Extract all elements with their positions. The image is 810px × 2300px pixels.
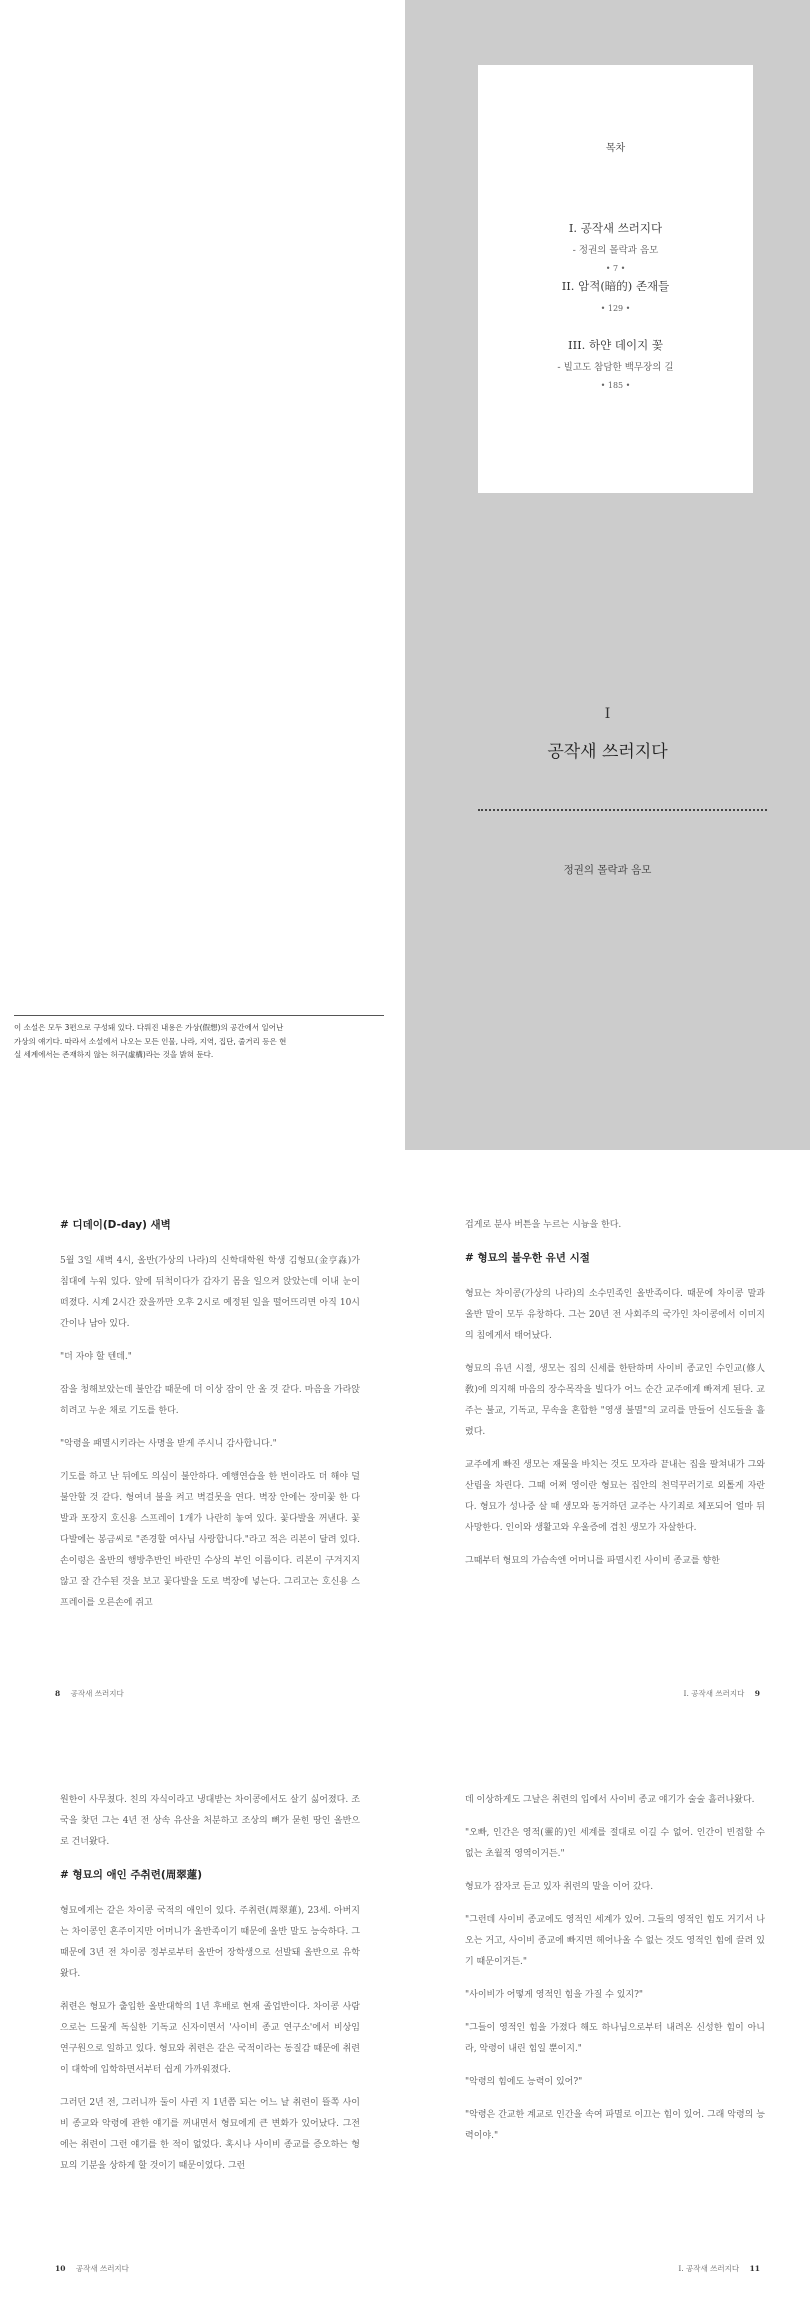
section-heading: # 형묘의 불우한 유년 시절 bbox=[465, 1252, 590, 1264]
spread-chapter-opener bbox=[0, 575, 810, 1150]
text-column bbox=[60, 1790, 360, 2189]
running-head: I. 공작새 쓰러지다 bbox=[678, 2264, 740, 2273]
blank-page bbox=[0, 0, 405, 575]
toc-entry[interactable] bbox=[478, 337, 753, 390]
notice-line: 이 소설은 모두 3편으로 구성돼 있다. 다뤄진 내용은 가상(假想)의 공간에서 일어난 bbox=[14, 1023, 284, 1032]
notice-line: 가상의 얘기다. 따라서 소설에서 나오는 모든 인물, 나라, 지역, 집단, 줄거리 등은 현 bbox=[14, 1036, 287, 1046]
text-column bbox=[60, 1215, 360, 1626]
author-notice bbox=[14, 1015, 384, 1062]
notice-line: 실 세계에서는 존재하지 않는 허구(虛構)라는 것을 밝혀 둔다. bbox=[14, 1050, 214, 1059]
toc-entry-title: I. 공작새 쓰러지다 bbox=[568, 221, 663, 235]
paragraph: 원한이 사무쳤다. 친의 자식이라고 냉대받는 차이콩에서도 살기 싫어졌다. 조국을 찾던 그는 4년 전 상속 유산을 처분하고 조상의 뼈가 묻힌 땅인 올반으로 건너왔다. bbox=[60, 1795, 360, 1847]
page-footer bbox=[676, 1688, 760, 1699]
page-footer bbox=[55, 2263, 137, 2274]
paragraph: 형묘가 잠자코 듣고 있자 취련의 말을 이어 갔다. bbox=[465, 1882, 654, 1892]
chapter-title: 공작새 쓰러지다 bbox=[547, 742, 668, 762]
page-8 bbox=[0, 1150, 405, 1725]
page-footer bbox=[670, 2263, 760, 2274]
paragraph: 형묘의 유년 시절, 생모는 집의 신세를 한탄하며 사이비 종교인 수인교(修人敎)에 의지해 마음의 장수목작을 빌다가 어느 순간 교주에게 빠져게 된다. 교주는 불교, 기독교, 무속을 혼합한 "영생 불멸"의 교리를 만들어 신도들을 흘렸다. bbox=[465, 1364, 765, 1437]
page-number: 11 bbox=[749, 2264, 760, 2273]
spread-pages-8-9 bbox=[0, 1150, 810, 1725]
toc-entry-page: • 185 • bbox=[600, 381, 631, 390]
dotted-divider bbox=[478, 809, 767, 811]
paragraph: "악령을 패멸시키라는 사명을 받게 주시니 감사합니다." bbox=[60, 1439, 277, 1449]
chapter-number: I bbox=[604, 706, 611, 722]
page-number: 10 bbox=[55, 2264, 66, 2273]
paragraph: 5월 3일 새벽 4시, 올반(가상의 나라)의 신학대학원 학생 김형묘(金亨淼)가 침대에 누워 있다. 앞에 뒤척이다가 갑자기 몸을 일으켜 앉았는데 이내 눈이 떠졌다. 시계 2시간 잤을까만 오후 2시로 예정된 일을 떨어뜨리면 아직 10시간이나 남아 있다. bbox=[60, 1256, 360, 1329]
paragraph: "악령의 힘에도 능력이 있어?" bbox=[465, 2077, 583, 2087]
running-head: 공작새 쓰러지다 bbox=[75, 2264, 129, 2273]
paragraph: 겁게로 분사 버튼을 누르는 시늉을 한다. bbox=[465, 1220, 622, 1230]
page-9 bbox=[405, 1150, 810, 1725]
toc-entry-page: • 7 • bbox=[605, 264, 626, 273]
page-10 bbox=[0, 1725, 405, 2300]
chapter-title-page bbox=[405, 575, 810, 1150]
notice-page bbox=[0, 575, 405, 1150]
section-heading: # 형묘의 애인 주취련(周翠蓮) bbox=[60, 1869, 203, 1881]
toc-page bbox=[405, 0, 810, 575]
toc-entry-subtitle: - 정권의 몰락과 음모 bbox=[572, 245, 659, 256]
paragraph: "사이비가 어떻게 영적인 힘을 가질 수 있지?" bbox=[465, 1990, 644, 2000]
chapter-subtitle: 정권의 몰락과 음모 bbox=[563, 864, 652, 876]
running-head: 공작새 쓰러지다 bbox=[70, 1689, 124, 1698]
paragraph: 교주에게 빠진 생모는 재물을 바치는 것도 모자라 끝내는 집을 팔쳐내가 그와 산림을 차린다. 그때 어쩌 영이란 형묘는 집안의 천덕꾸러기로 외톨게 자란다. 형묘가 성나중 살 때 생모와 동거하던 교주는 사기죄로 체포되어 얼마 뒤 사망한다. 인이와 생활고와 우울증에 겹친 생모가 자살한다. bbox=[465, 1460, 765, 1533]
paragraph: 그때부터 형묘의 가슴속엔 어머니를 파멸시킨 사이비 종교를 향한 bbox=[465, 1556, 720, 1566]
page-number: 8 bbox=[55, 1689, 61, 1698]
paragraph: "그들이 영적인 힘을 가졌다 해도 하나님으로부터 내려온 신성한 힘이 아니라, 악령이 내린 힘일 뿐이지." bbox=[465, 2023, 765, 2054]
paragraph: 기도를 하고 난 뒤에도 의심이 불안하다. 예행연습을 한 번이라도 더 해야 덜 불안할 것 같다. 형여녀 불을 켜고 벽걸못을 연다. 벽장 안에는 장미꽃 한 다발과 포장지 호신용 스프레이 1개가 나란히 놓여 있다. 꽃다발을 꺼낸다. 꽃다발에는 봉금씨로 "존경할 여사님 사랑합니다."라고 적은 리본이 달려 있다. 손이렁은 올반의 행방추반인 바란민 수상의 부인 이름이다. 리본이 구겨지지 않고 잘 간수된 것을 보고 꽃다발을 도로 벽장에 넣는다. 그리고는 호신용 스프레이를 오른손에 쥐고 bbox=[60, 1472, 360, 1608]
paragraph: "악령은 간교한 계교로 인간을 속여 파멸로 이끄는 힘이 있어. 그래 악령의 능력이야." bbox=[465, 2110, 765, 2141]
paragraph: 형묘는 차이콩(가상의 나라)의 소수민족인 올반족이다. 때문에 차이콩 말과 올반 말이 모두 유창하다. 그는 20년 전 사회주의 국가인 차이콩에서 이미지의 침에게서 태어났다. bbox=[465, 1289, 765, 1341]
toc-card bbox=[478, 65, 753, 493]
paragraph: "더 자야 할 텐데." bbox=[60, 1352, 132, 1362]
paragraph: 형묘에게는 같은 차이콩 국적의 애인이 있다. 주취련(周翠蓮), 23세. 아버지는 차이콩인 혼주이지만 어머니가 올반족이기 때문에 올반 말도 능숙하다. 그 때문에 3년 전 차이콩 정부로부터 올반어 장학생으로 선발돼 올반으로 유학 왔다. bbox=[60, 1906, 360, 1979]
page-11 bbox=[405, 1725, 810, 2300]
toc-entry[interactable] bbox=[478, 220, 753, 273]
toc-entry-title: II. 암적(暗的) 존재들 bbox=[561, 279, 670, 293]
spread-toc bbox=[0, 0, 810, 575]
text-column bbox=[465, 1215, 765, 1584]
paragraph: 데 이상하게도 그날은 취련의 입에서 사이비 종교 얘기가 술술 흘러나왔다. bbox=[465, 1795, 755, 1805]
toc-entry-title: III. 하얀 데이지 꽃 bbox=[568, 338, 663, 352]
paragraph: 그러던 2년 전, 그러니까 둘이 사귄 지 1년쯤 되는 어느 날 취련이 뜰쪽 사이비 종교와 악령에 관한 얘기를 꺼내면서 형묘에게 큰 변화가 있어났다. 그전에는 취련이 그런 얘기를 한 적이 없었다. 혹시나 사이비 종교를 증오하는 형묘의 기분을 상하게 할 것이기 때문이었다. 그런 bbox=[60, 2098, 360, 2171]
toc-entry-page: • 129 • bbox=[600, 304, 631, 313]
toc-entry[interactable] bbox=[478, 278, 753, 313]
paragraph: 취련은 형묘가 출입한 올반대학의 1년 후배로 현재 졸업반이다. 차이콩 사람으로는 드물게 독실한 기독교 신자이면서 '사이비 종교 연구소'에서 비상임 연구원으로 일하고 있다. 형묘와 취련은 같은 국적이라는 동질감 때문에 취련이 대학에 입학하면서부터 쉽게 가까워졌다. bbox=[60, 2002, 360, 2075]
paragraph: "그런데 사이비 종교에도 영적인 세계가 있어. 그들의 영적인 힘도 거기서 나오는 거고, 사이비 종교에 빠지면 헤어나올 수 없는 것도 영적인 힘에 끌려 있기 때문이거든." bbox=[465, 1915, 765, 1967]
running-head: I. 공작새 쓰러지다 bbox=[683, 1689, 745, 1698]
page-number: 9 bbox=[754, 1689, 760, 1698]
toc-entry-subtitle: - 빌고도 참담한 백무장의 길 bbox=[557, 362, 674, 373]
paragraph: 잠을 청해보았는데 불안감 때문에 더 이상 잠이 안 올 것 같다. 마음을 가라앉히려고 누운 채로 기도를 한다. bbox=[60, 1385, 360, 1416]
text-column bbox=[465, 1790, 765, 2159]
page-footer bbox=[55, 1688, 132, 1699]
paragraph: "오빠, 인간은 영적(靈的)인 세계를 절대로 이길 수 없어. 인간이 빈접할 수 없는 초월적 영역이거든." bbox=[465, 1828, 765, 1859]
toc-heading: 목차 bbox=[605, 143, 626, 154]
section-heading: # 디데이(D-day) 새벽 bbox=[60, 1219, 171, 1231]
spread-pages-10-11 bbox=[0, 1725, 810, 2300]
